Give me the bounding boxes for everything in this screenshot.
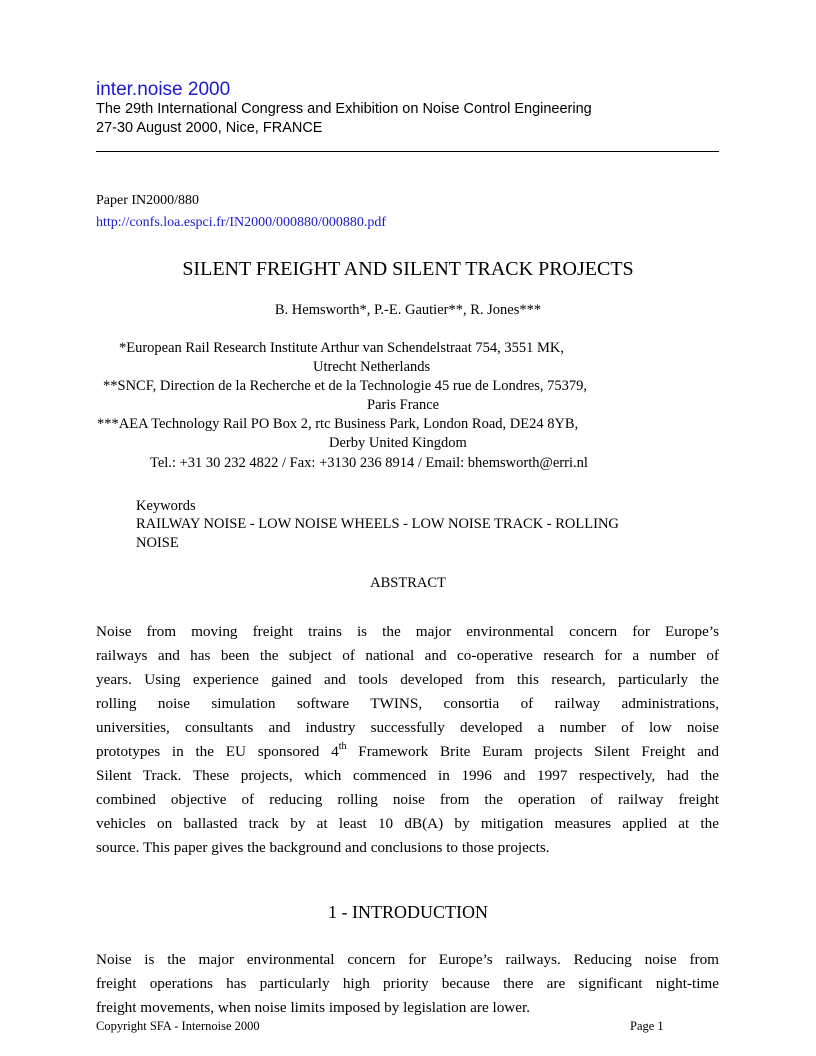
- affiliation-line: *European Rail Research Institute Arthur van Schendelstraat 754, 3551 MK,: [119, 340, 564, 356]
- text-line: Silent Track. These projects, which commenced in 1996 and 1997 respectively, had the: [96, 767, 719, 784]
- section-heading-introduction: 1 - INTRODUCTION: [328, 902, 488, 922]
- introduction-paragraph: [96, 948, 719, 1020]
- paper-url-link[interactable]: http://confs.loa.espci.fr/IN2000/000880/000880.pdf: [96, 215, 387, 230]
- superscript: th: [338, 741, 347, 752]
- page-number: Page 1: [630, 1019, 664, 1033]
- text-line: Noise from moving freight trains is the major environmental concern for Europe’s: [96, 623, 719, 640]
- keywords-text: NOISE: [136, 535, 179, 551]
- text-line: freight operations has particularly high priority because there are significant night-time: [96, 975, 719, 992]
- text-line: [96, 740, 719, 764]
- text-line: years. Using experience gained and tools developed from this research, particularly the: [96, 671, 719, 688]
- text-line: Noise is the major environmental concern for Europe’s railways. Reducing noise from: [96, 951, 719, 968]
- text-fragment: prototypes in the EU sponsored 4: [96, 743, 339, 760]
- keywords-text: RAILWAY NOISE - LOW NOISE WHEELS - LOW NOISE TRACK - ROLLING: [136, 516, 619, 532]
- text-line: vehicles on ballasted track by at least 10 dB(A) by mitigation measures applied at the: [96, 815, 719, 832]
- affiliation-line: Utrecht Netherlands: [313, 359, 431, 375]
- affiliation-line: Derby United Kingdom: [329, 435, 467, 451]
- text-line: railways and has been the subject of national and co-operative research for a number of: [96, 647, 719, 664]
- text-line: combined objective of reducing rolling noise from the operation of railway freight: [96, 791, 719, 808]
- congress-dates: 27-30 August 2000, Nice, FRANCE: [96, 120, 323, 136]
- paper-title: SILENT FREIGHT AND SILENT TRACK PROJECTS: [182, 258, 634, 280]
- keywords-heading: Keywords: [136, 498, 196, 514]
- contact-line: Tel.: +31 30 232 4822 / Fax: +3130 236 8914 / Email: bhemsworth@erri.nl: [150, 455, 588, 471]
- abstract-heading: ABSTRACT: [370, 575, 446, 591]
- conference-name: inter.noise 2000: [96, 79, 231, 100]
- affiliation-line: ***AEA Technology Rail PO Box 2, rtc Business Park, London Road, DE24 8YB,: [97, 416, 579, 432]
- text-line: rolling noise simulation software TWINS, consortia of railway administrations,: [96, 695, 719, 712]
- text-line: source. This paper gives the background and conclusions to those projects.: [96, 839, 550, 856]
- text-fragment: Framework Brite Euram projects Silent Freight and: [346, 743, 719, 760]
- header-divider: [96, 151, 719, 152]
- paper-authors: B. Hemsworth*, P.-E. Gautier**, R. Jones***: [274, 302, 542, 318]
- affiliation-line: **SNCF, Direction de la Recherche et de la Technologie 45 rue de Londres, 75379,: [103, 378, 587, 394]
- affiliation-line: Paris France: [367, 397, 440, 413]
- paper-id: Paper IN2000/880: [96, 193, 200, 208]
- congress-title: The 29th International Congress and Exhibition on Noise Control Engineering: [96, 101, 592, 117]
- footer-copyright: Copyright SFA - Internoise 2000: [96, 1019, 260, 1033]
- text-line: freight movements, when noise limits imposed by legislation are lower.: [96, 999, 531, 1016]
- abstract-paragraph: [96, 620, 719, 860]
- text-line: universities, consultants and industry successfully developed a number of low noise: [96, 719, 719, 736]
